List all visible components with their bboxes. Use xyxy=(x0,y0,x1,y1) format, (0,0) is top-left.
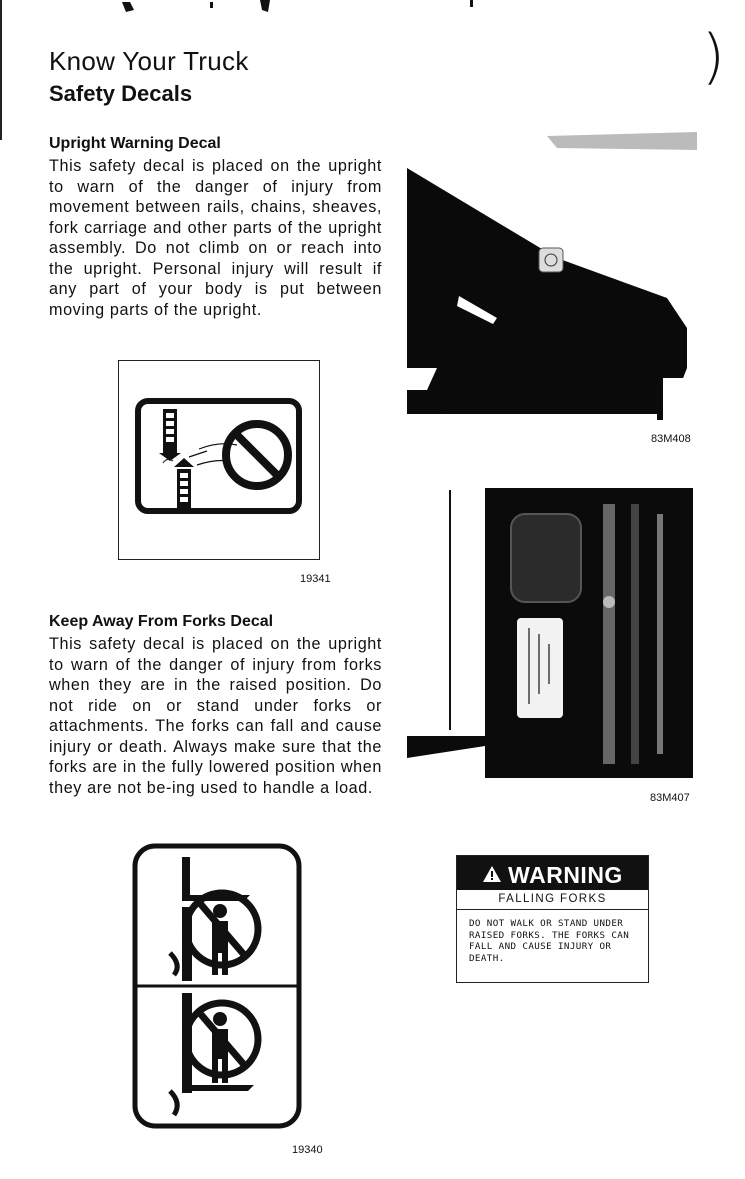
forks-decal-heading: Keep Away From Forks Decal xyxy=(49,613,274,630)
binder-bracket-mark: ) xyxy=(701,22,725,92)
upright-decal-heading: Upright Warning Decal xyxy=(49,135,221,152)
forks-figure-caption: 19340 xyxy=(292,1144,323,1156)
page-edge-rule xyxy=(0,0,2,140)
page-title: Know Your Truck xyxy=(49,46,249,76)
warning-triangle-icon xyxy=(482,858,502,892)
scan-specks xyxy=(110,0,480,16)
upright-photo-top xyxy=(407,128,697,420)
warning-subhead: FALLING FORKS xyxy=(498,893,607,905)
photo-top-caption: 83M408 xyxy=(651,433,691,445)
forks-decal-illustration xyxy=(132,843,302,1129)
upright-decal-illustration xyxy=(119,361,319,559)
upright-decal-body: This safety decal is placed on the upright to warn of the danger of injury from movement between rails, chains, sheaves, fork carriage and other parts of the upright assembly. Do not climb on or reach into the upright. Personal injury will result if any part of your body is put between moving parts of the upright. xyxy=(49,157,382,319)
falling-forks-warning-decal xyxy=(456,855,649,983)
warning-divider xyxy=(457,909,648,910)
page-subtitle: Safety Decals xyxy=(49,81,193,106)
warning-headline: WARNING xyxy=(508,861,623,888)
upright-photo-middle xyxy=(407,484,697,780)
warning-header xyxy=(457,856,648,890)
photo-middle-caption: 83M407 xyxy=(650,792,690,804)
forks-decal-body: This safety decal is placed on the upright to warn of the danger of injury from forks when they are in the raised position. Do not ride on or stand under forks or attachments. The forks can fall and cause injury or death. Always make sure that the forks are in the fully lowered position when they are not be-ing used to handle a load. xyxy=(49,635,382,797)
warning-text: DO NOT WALK OR STAND UNDER RAISED FORKS. THE FORKS CAN FALL AND CAUSE INJURY OR DEATH. xyxy=(469,918,630,964)
upright-decal-figure xyxy=(118,360,320,560)
upright-figure-caption: 19341 xyxy=(300,573,331,585)
